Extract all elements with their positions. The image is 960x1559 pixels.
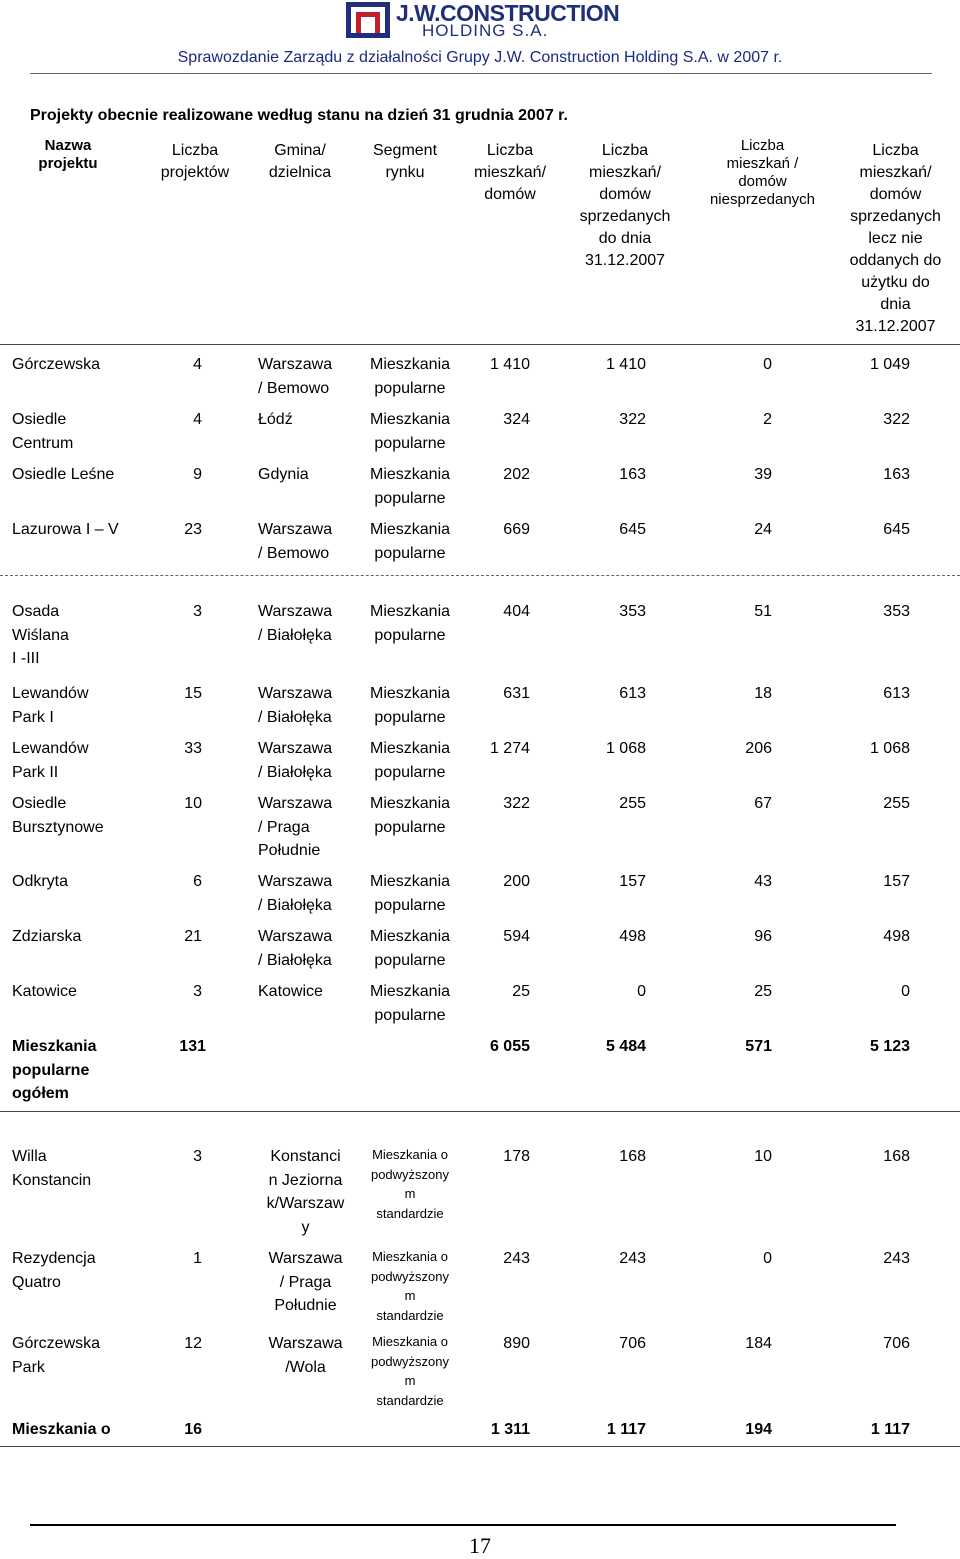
project-district: Warszawa / Białołęka — [258, 685, 333, 726]
sold-not-delivered-count: 706 — [883, 1335, 910, 1352]
unsold-count: 96 — [754, 928, 772, 945]
project-segment: Mieszkania popularne — [369, 685, 451, 726]
unsold-count: 51 — [754, 603, 772, 620]
project-name: Lazurowa I – V — [12, 521, 119, 538]
units-count: 1 410 — [489, 356, 530, 373]
project-name: Osada Wiślana I -III — [12, 603, 69, 667]
units-count: 200 — [503, 873, 530, 890]
sold-count: 163 — [619, 466, 646, 483]
project-district: Warszawa / Bemowo — [258, 521, 333, 562]
unsold-count: 67 — [754, 795, 772, 812]
premium-total-sold-not-delivered: 1 117 — [870, 1421, 910, 1438]
unsold-count: 25 — [754, 983, 772, 1000]
project-name: Willa Konstancin — [12, 1148, 92, 1189]
sold-not-delivered-count: 168 — [883, 1148, 910, 1165]
units-count: 631 — [503, 685, 530, 702]
sold-not-delivered-count: 353 — [883, 603, 910, 620]
project-name: Osiedle Bursztynowe — [12, 795, 104, 836]
company-logo-mark — [346, 2, 390, 38]
sold-not-delivered-count: 163 — [883, 466, 910, 483]
col-header-count: Liczba projektów — [160, 142, 230, 181]
project-district: Warszawa / Praga Południe — [258, 795, 333, 859]
unsold-count: 0 — [763, 1250, 772, 1267]
units-count: 890 — [503, 1335, 530, 1352]
table-section-break — [0, 575, 960, 576]
units-count: 243 — [503, 1250, 530, 1267]
popular-total-sold-not-delivered: 5 123 — [869, 1038, 910, 1055]
project-count: 3 — [193, 1148, 202, 1165]
premium-total-units: 1 311 — [490, 1421, 530, 1438]
unsold-count: 10 — [754, 1148, 772, 1165]
footer-rule — [30, 1524, 896, 1526]
project-district: Warszawa / Białołęka — [258, 928, 333, 969]
units-count: 404 — [503, 603, 530, 620]
sold-count: 613 — [619, 685, 646, 702]
units-count: 25 — [512, 983, 530, 1000]
header-divider — [30, 73, 932, 74]
project-segment: Mieszkania popularne — [369, 466, 451, 507]
project-name: Górczewska Park — [12, 1335, 101, 1376]
premium-total-unsold: 194 — [745, 1421, 772, 1438]
project-count: 12 — [184, 1335, 202, 1352]
sold-count: 255 — [619, 795, 646, 812]
sold-not-delivered-count: 255 — [883, 795, 910, 812]
project-district: Warszawa / Białołęka — [258, 740, 333, 781]
col-header-segment: Segment rynku — [372, 142, 438, 181]
project-count: 33 — [184, 740, 202, 757]
sold-count: 1 410 — [605, 356, 646, 373]
logo-title: J.W.CONSTRUCTION — [396, 0, 620, 26]
sold-count: 168 — [619, 1148, 646, 1165]
col-header-sold-not-delivered: Liczba mieszkań/ domów sprzedanych lecz nie oddanych do użytku do dnia 31.12.2007 — [849, 142, 942, 335]
sold-not-delivered-count: 243 — [883, 1250, 910, 1267]
popular-total-sold: 5 484 — [605, 1038, 646, 1055]
units-count: 322 — [503, 795, 530, 812]
project-segment: Mieszkania popularne — [369, 603, 451, 644]
col-header-sold: Liczba mieszkań/ domów sprzedanych do dnia 31.12.2007 — [579, 142, 671, 269]
project-district: Warszawa / Praga Południe — [268, 1250, 343, 1314]
project-segment: Mieszkania popularne — [369, 411, 451, 452]
sold-not-delivered-count: 322 — [883, 411, 910, 428]
col-header-district: Gmina/ dzielnica — [268, 142, 332, 181]
sold-not-delivered-count: 157 — [883, 873, 910, 890]
project-segment: Mieszkania popularne — [369, 983, 451, 1024]
popular-total-units: 6 055 — [489, 1038, 530, 1055]
project-district: Warszawa /Wola — [268, 1335, 343, 1376]
project-district: Gdynia — [258, 466, 309, 483]
project-name: Katowice — [12, 983, 77, 1000]
project-name: Odkryta — [12, 873, 69, 890]
sold-count: 1 068 — [605, 740, 646, 757]
project-segment: Mieszkania popularne — [369, 521, 451, 562]
units-count: 178 — [503, 1148, 530, 1165]
section-title: Projekty obecnie realizowane według stanu na dzień 31 grudnia 2007 r. — [30, 107, 568, 124]
project-count: 9 — [193, 466, 202, 483]
sold-count: 498 — [619, 928, 646, 945]
col-header-units: Liczba mieszkań/ domów — [473, 142, 547, 203]
unsold-count: 0 — [763, 356, 772, 373]
project-segment: Mieszkania o podwyższony m standardzie — [370, 1334, 450, 1408]
units-count: 202 — [503, 466, 530, 483]
popular-total-rule — [0, 1111, 960, 1112]
header-bottom-rule — [0, 344, 960, 345]
sold-not-delivered-count: 1 049 — [869, 356, 910, 373]
units-count: 669 — [503, 521, 530, 538]
col-header-name: Nazwa projektu — [38, 137, 98, 172]
project-segment: Mieszkania o podwyższony m standardzie — [370, 1147, 450, 1221]
project-segment: Mieszkania popularne — [369, 928, 451, 969]
unsold-count: 24 — [754, 521, 772, 538]
project-district: Katowice — [258, 983, 323, 1000]
project-district: Warszawa / Białołęka — [258, 873, 333, 914]
sold-count: 645 — [619, 521, 646, 538]
premium-total-label: Mieszkania o — [12, 1421, 111, 1438]
project-count: 15 — [184, 685, 202, 702]
sold-not-delivered-count: 645 — [883, 521, 910, 538]
project-segment: Mieszkania o podwyższony m standardzie — [370, 1249, 450, 1323]
unsold-count: 184 — [745, 1335, 772, 1352]
sold-not-delivered-count: 613 — [883, 685, 910, 702]
project-name: Lewandów Park II — [12, 740, 89, 781]
sold-count: 243 — [619, 1250, 646, 1267]
sold-count: 322 — [619, 411, 646, 428]
project-name: Zdziarska — [12, 928, 82, 945]
premium-total-sold: 1 117 — [606, 1421, 646, 1438]
project-count: 4 — [193, 356, 202, 373]
unsold-count: 206 — [745, 740, 772, 757]
sold-count: 353 — [619, 603, 646, 620]
unsold-count: 18 — [754, 685, 772, 702]
company-logo — [346, 0, 620, 40]
sold-count: 0 — [637, 983, 646, 1000]
project-count: 23 — [184, 521, 202, 538]
project-name: Osiedle Leśne — [12, 466, 115, 483]
logo-subtitle: HOLDING S.A. — [422, 21, 549, 40]
project-district: Warszawa / Bemowo — [258, 356, 333, 397]
sold-not-delivered-count: 498 — [883, 928, 910, 945]
popular-total-unsold: 571 — [745, 1038, 772, 1055]
sold-count: 706 — [619, 1335, 646, 1352]
project-segment: Mieszkania popularne — [369, 356, 451, 397]
premium-total-rule — [0, 1446, 960, 1447]
project-name: Osiedle Centrum — [12, 411, 74, 452]
col-header-unsold: Liczba mieszkań / domów niesprzedanych — [709, 137, 816, 208]
project-count: 1 — [193, 1250, 202, 1267]
units-count: 1 274 — [489, 740, 530, 757]
sold-count: 157 — [619, 873, 646, 890]
project-segment: Mieszkania popularne — [369, 740, 451, 781]
project-name: Lewandów Park I — [12, 685, 89, 726]
report-header: Sprawozdanie Zarządu z działalności Grupy J.W. Construction Holding S.A. w 2007 r. — [177, 49, 783, 66]
project-district: Konstanci n Jeziorna k/Warszaw y — [266, 1148, 345, 1236]
project-name: Rezydencja Quatro — [12, 1250, 96, 1291]
project-count: 3 — [193, 983, 202, 1000]
project-count: 21 — [184, 928, 202, 945]
units-count: 594 — [503, 928, 530, 945]
project-district: Warszawa / Białołęka — [258, 603, 333, 644]
project-count: 10 — [184, 795, 202, 812]
project-name: Górczewska — [12, 356, 101, 373]
premium-total-count: 16 — [184, 1421, 202, 1438]
page-number: 17 — [469, 1533, 491, 1558]
sold-not-delivered-count: 1 068 — [869, 740, 910, 757]
unsold-count: 43 — [754, 873, 772, 890]
sold-not-delivered-count: 0 — [901, 983, 910, 1000]
project-segment: Mieszkania popularne — [369, 873, 451, 914]
project-count: 3 — [193, 603, 202, 620]
popular-total-count: 131 — [179, 1038, 206, 1055]
project-district: Łódź — [258, 411, 293, 428]
unsold-count: 39 — [754, 466, 772, 483]
popular-total-label: Mieszkania popularne ogółem — [12, 1038, 97, 1102]
project-count: 4 — [193, 411, 202, 428]
units-count: 324 — [503, 411, 530, 428]
project-segment: Mieszkania popularne — [369, 795, 451, 836]
project-count: 6 — [193, 873, 202, 890]
unsold-count: 2 — [763, 411, 772, 428]
